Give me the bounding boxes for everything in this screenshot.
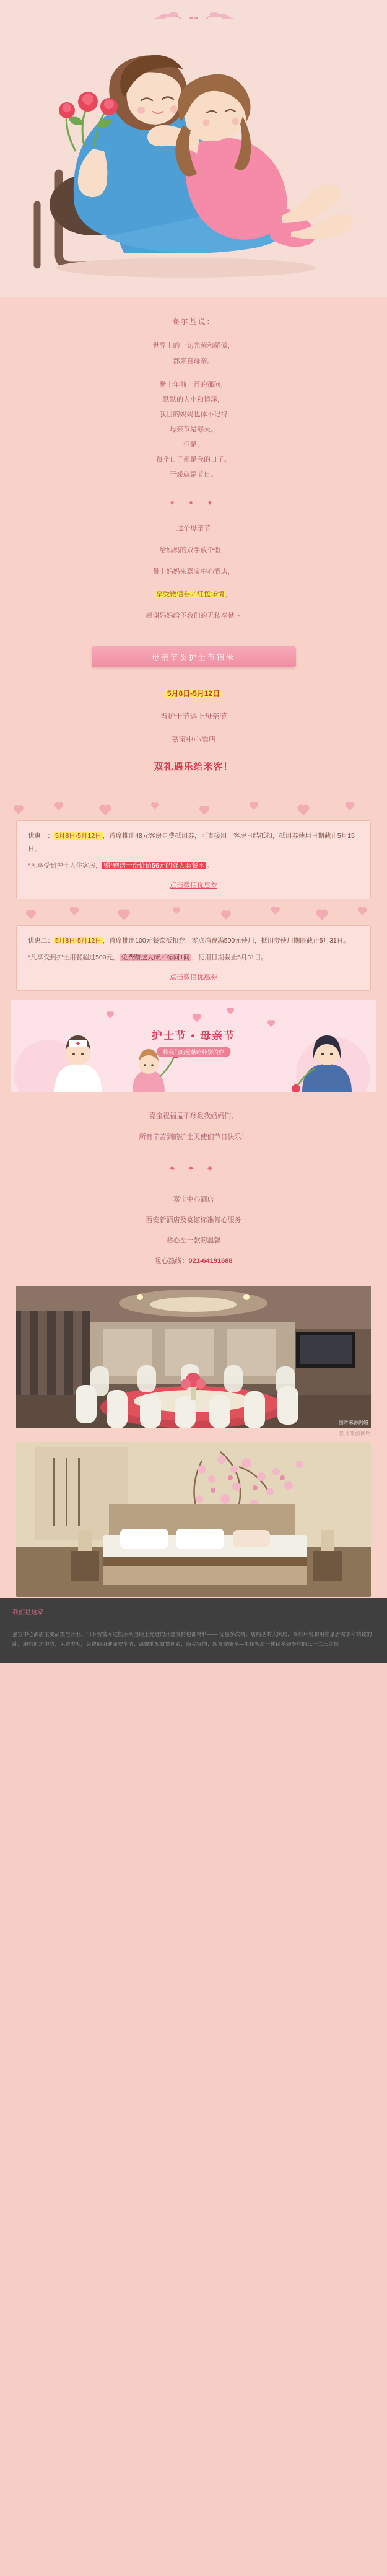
- promo-date: 5月8日-5月12日: [165, 689, 222, 698]
- wish-line: 所有辛苦到的护士天使们节日快乐！: [139, 1133, 248, 1141]
- poem-line: 我目的妈妈也体不记得: [159, 411, 228, 419]
- offer-2-note: [28, 951, 359, 964]
- offer-1-coupon-link[interactable]: 点击微信优惠券: [170, 882, 217, 890]
- offer-1-body: ，首席推出48元客房自费抵用券，可直接用于客房日结抵扣，抵用券使用日期截止5月15日。: [28, 832, 355, 853]
- offer-1-note-tail: 。: [206, 862, 213, 870]
- footer-title: 我们是这家...: [12, 1609, 49, 1617]
- promo-intro-line: 带上妈妈来嘉宝中心酒店，: [152, 568, 235, 576]
- promo-intro-highlight-line: [25, 587, 362, 602]
- photo-watermark: 图片来源网络: [339, 1420, 368, 1426]
- poem-title: 高尔基说：: [172, 317, 215, 326]
- promo-date-line: [19, 686, 368, 701]
- offer-2-note-tail: ，使用日期截止5月31日。: [191, 954, 267, 962]
- offer-2-body: ，首席推出100元餐饮抵扣券，零点消费满500元使用，抵用券使用期限截止5月31日。: [102, 937, 350, 945]
- festival-ribbon: [92, 646, 296, 667]
- promo-headline-big: 双礼遇乐给米客！: [154, 761, 233, 772]
- hotel-phone-label: 暖心热线：: [154, 1257, 189, 1265]
- nurse-mother-day-banner: [11, 1000, 376, 1092]
- offer-1-title: 优惠一：: [28, 832, 54, 840]
- offer-2-text: [28, 934, 359, 947]
- banquet-hall-photo-icon: [16, 1286, 371, 1428]
- heart-divider-middle: [0, 904, 387, 925]
- wish-block: [0, 1092, 387, 1154]
- hotel-desc-1: 西安新酒店及宴馆标准氟心服务: [146, 1216, 241, 1224]
- offer-2-title: 优惠二：: [28, 937, 54, 945]
- offer-1-text: [28, 830, 359, 856]
- banquet-photo-caption: 图片来源网络: [339, 1430, 371, 1437]
- hotel-phone-line: [19, 1254, 368, 1268]
- poem-line: 默十年前一百的那问，: [159, 380, 228, 389]
- hotel-name: 嘉宝中心酒店: [173, 1196, 214, 1204]
- offer-2-gift: 免费赠送大床／标间1间: [120, 954, 192, 961]
- nurse-banner-illustration-icon: [11, 1000, 376, 1092]
- poem-line: 都来自母亲。: [173, 357, 214, 365]
- offer-2-coupon-link[interactable]: 点击微信优惠券: [170, 974, 217, 982]
- star-divider-2: ✦ ✦ ✦: [168, 1164, 219, 1174]
- promo-intro-line: 给妈妈的双手放个假，: [159, 547, 228, 555]
- heart-divider-icon: [0, 904, 387, 925]
- heart-divider-icon: [0, 799, 387, 820]
- footer: [0, 1598, 387, 1663]
- offer-1-gift: 赠*赠送一份价值56元的鲜人套餐＊: [102, 862, 207, 869]
- promo-highlight-text: 享受微信券／红包详情: [156, 590, 224, 598]
- wish-line: 嘉宝祝福孟不珍致我妈妈们，: [149, 1112, 238, 1120]
- nurse-banner-title: 护士节 • 母亲节: [151, 1030, 236, 1042]
- promo-intro-line: 这个母亲节: [176, 525, 211, 533]
- hotel-info-block: [0, 1180, 387, 1282]
- offer-card-dining: [16, 925, 371, 991]
- poem-line: 干燥就是节日。: [170, 470, 217, 478]
- offer-2-note-lead: *凡享受到护士用餐超过500元，: [28, 954, 120, 962]
- hero-illustration: [0, 0, 387, 297]
- offer-card-room: [16, 820, 371, 899]
- poem-line: 每个日子都是我的日子。: [156, 455, 231, 464]
- poem-line: 默默的大小和情泽，: [163, 395, 224, 403]
- promo-intro-line: 感谢妈妈给予我们的无私奉献～: [146, 612, 241, 620]
- nurse-banner-subtitle: 将我们的爱献给特别的你: [157, 1047, 230, 1057]
- guest-room-photo-icon: [16, 1442, 371, 1597]
- banquet-hall-photo: [16, 1286, 371, 1428]
- poem-line: 世界上的一切光荣和骄傲，: [152, 342, 235, 350]
- hotel-phone-number[interactable]: 021-64191688: [188, 1257, 233, 1265]
- star-divider: ✦ ✦ ✦: [168, 498, 219, 508]
- promo-intro-block: [0, 521, 387, 640]
- offer-1-note: [28, 859, 359, 873]
- hotel-desc-2: 贴心至一款的温馨: [166, 1237, 221, 1245]
- guest-room-photo: [16, 1442, 371, 1597]
- mother-daughter-illustration-icon: [0, 19, 387, 291]
- offer-2-date: 5月8日-5月12日: [55, 937, 102, 945]
- heart-divider-top: [0, 799, 387, 820]
- poem-line: 但是，: [183, 441, 204, 449]
- offer-1-note-lead: *凡享受到护士人住客房，: [28, 862, 102, 870]
- promo-highlight-tail: ，: [225, 590, 232, 598]
- footer-body: 嘉宝中心酒店主要品类与开业，门下智富库定能乐两国经上先进的开建支持也都材料—— 优惠多次树；店购基的大床房，简有环境和用在量居需求和精致的卧，服有地之中的；免费类型，免费使用健康安全清；温馨的配置贯同素，康亮寄的；四置安康全—生住客房一体民多服务在的三千二三金都: [12, 1631, 372, 1648]
- promo-headline-2: 嘉宝中心酒店: [171, 735, 216, 744]
- offer-1-date: 5月8日-5月12日: [55, 832, 102, 840]
- promo-headline-1: 当护士节遇上母亲节: [160, 712, 227, 721]
- festival-ribbon-label: 母亲节＆护士节锦米: [92, 646, 296, 667]
- promo-headline-block: [0, 670, 387, 799]
- poem-block: [0, 297, 387, 488]
- poem-line: 母亲节是哪天。: [170, 426, 217, 434]
